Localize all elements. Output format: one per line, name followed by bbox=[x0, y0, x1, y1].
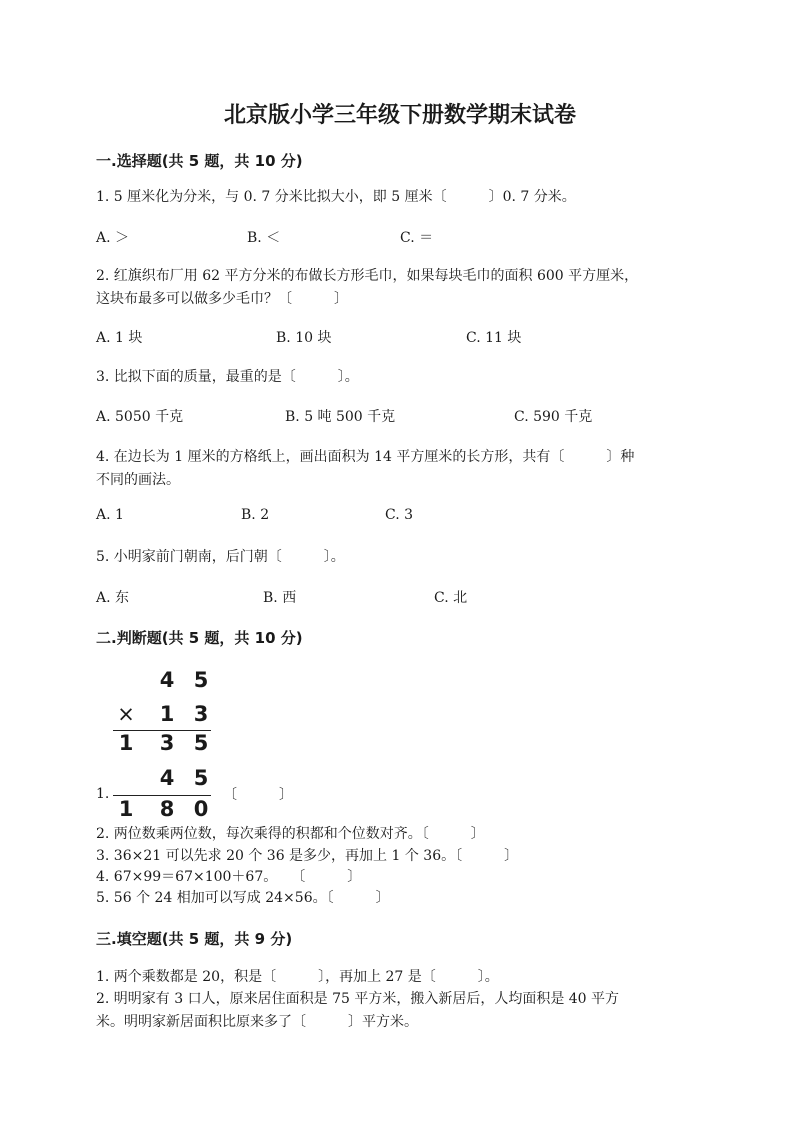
q4-option-b: B. 2 bbox=[241, 507, 270, 523]
judgement-1-blank: 〔 〕 bbox=[223, 787, 293, 803]
fill-blank-2-text: 2. 明明家有 3 口人，原来居住面积是 75 平方米，搬入新居后，人均面积是 40 平方 bbox=[96, 991, 620, 1007]
q2-option-b: B. 10 块 bbox=[276, 330, 332, 346]
q2-option-a: A. 1 块 bbox=[96, 330, 143, 346]
q3-option-c: C. 590 千克 bbox=[514, 409, 593, 425]
judgement-1-number: 1. bbox=[96, 786, 110, 802]
mult-digit: 5 bbox=[193, 766, 209, 790]
vertical-multiplication-figure bbox=[113, 664, 213, 826]
mult-rule-line bbox=[113, 795, 211, 796]
question-3-text: 3. 比拟下面的质量，最重的是〔 〕。 bbox=[96, 369, 359, 385]
section-heading-judgement: 二.判断题(共 5 题，共 10 分) bbox=[96, 629, 303, 647]
mult-digit: 5 bbox=[193, 731, 209, 755]
question-2-text-line2: 这块布最多可以做多少毛巾？〔 〕 bbox=[96, 291, 348, 307]
q5-option-b: B. 西 bbox=[263, 590, 297, 606]
section-heading-choice: 一.选择题(共 5 题，共 10 分) bbox=[96, 152, 303, 170]
q5-option-c: C. 北 bbox=[434, 590, 468, 606]
mult-digit: 1 bbox=[159, 702, 175, 726]
q3-option-a: A. 5050 千克 bbox=[96, 409, 184, 425]
fill-blank-2-text-line2: 米。明明家新居面积比原来多了〔 〕平方米。 bbox=[96, 1014, 418, 1030]
q4-option-a: A. 1 bbox=[96, 507, 124, 523]
judgement-4-text: 4. 67×99＝67×100＋67。 〔 〕 bbox=[96, 869, 362, 885]
question-2-text: 2. 红旗织布厂用 62 平方分米的布做长方形毛巾，如果每块毛巾的面积 600 平方厘米， bbox=[96, 268, 639, 284]
mult-digit: 5 bbox=[193, 668, 209, 692]
q2-option-c: C. 11 块 bbox=[466, 330, 522, 346]
mult-digit: 8 bbox=[159, 797, 175, 821]
question-5-text: 5. 小明家前门朝南，后门朝〔 〕。 bbox=[96, 549, 345, 565]
judgement-5-text: 5. 56 个 24 相加可以写成 24×56。〔 〕 bbox=[96, 890, 390, 906]
judgement-2-text: 2. 两位数乘两位数，每次乘得的积都和个位数对齐。〔 〕 bbox=[96, 826, 485, 842]
section-heading-fill-blank: 三.填空题(共 5 题，共 9 分) bbox=[96, 930, 293, 948]
q4-option-c: C. 3 bbox=[385, 507, 414, 523]
fill-blank-1-text: 1. 两个乘数都是 20，积是〔 〕，再加上 27 是〔 〕。 bbox=[96, 969, 499, 985]
mult-digit: 3 bbox=[193, 702, 209, 726]
mult-digit: 4 bbox=[159, 668, 175, 692]
q1-option-b: B. ＜ bbox=[247, 230, 281, 246]
mult-digit: 4 bbox=[159, 766, 175, 790]
mult-digit: 3 bbox=[159, 731, 175, 755]
question-4-text-line2: 不同的画法。 bbox=[96, 472, 180, 488]
mult-digit: 1 bbox=[118, 797, 134, 821]
q1-option-c: C. ＝ bbox=[400, 230, 434, 246]
q1-option-a: A. ＞ bbox=[96, 230, 130, 246]
question-1-text: 1. 5 厘米化为分米，与 0. 7 分米比拟大小，即 5 厘米〔 〕0. 7 分米。 bbox=[96, 189, 576, 205]
q3-option-b: B. 5 吨 500 千克 bbox=[285, 409, 396, 425]
page-title: 北京版小学三年级下册数学期末试卷 bbox=[223, 103, 576, 128]
judgement-3-text: 3. 36×21 可以先求 20 个 36 是多少，再加上 1 个 36。〔 〕 bbox=[96, 848, 519, 864]
mult-digit: 1 bbox=[118, 731, 134, 755]
q5-option-a: A. 东 bbox=[96, 590, 130, 606]
times-sign: × bbox=[117, 702, 135, 726]
question-4-text: 4. 在边长为 1 厘米的方格纸上，画出面积为 14 平方厘米的长方形，共有〔 〕种 bbox=[96, 449, 635, 465]
mult-digit: 0 bbox=[193, 797, 209, 821]
